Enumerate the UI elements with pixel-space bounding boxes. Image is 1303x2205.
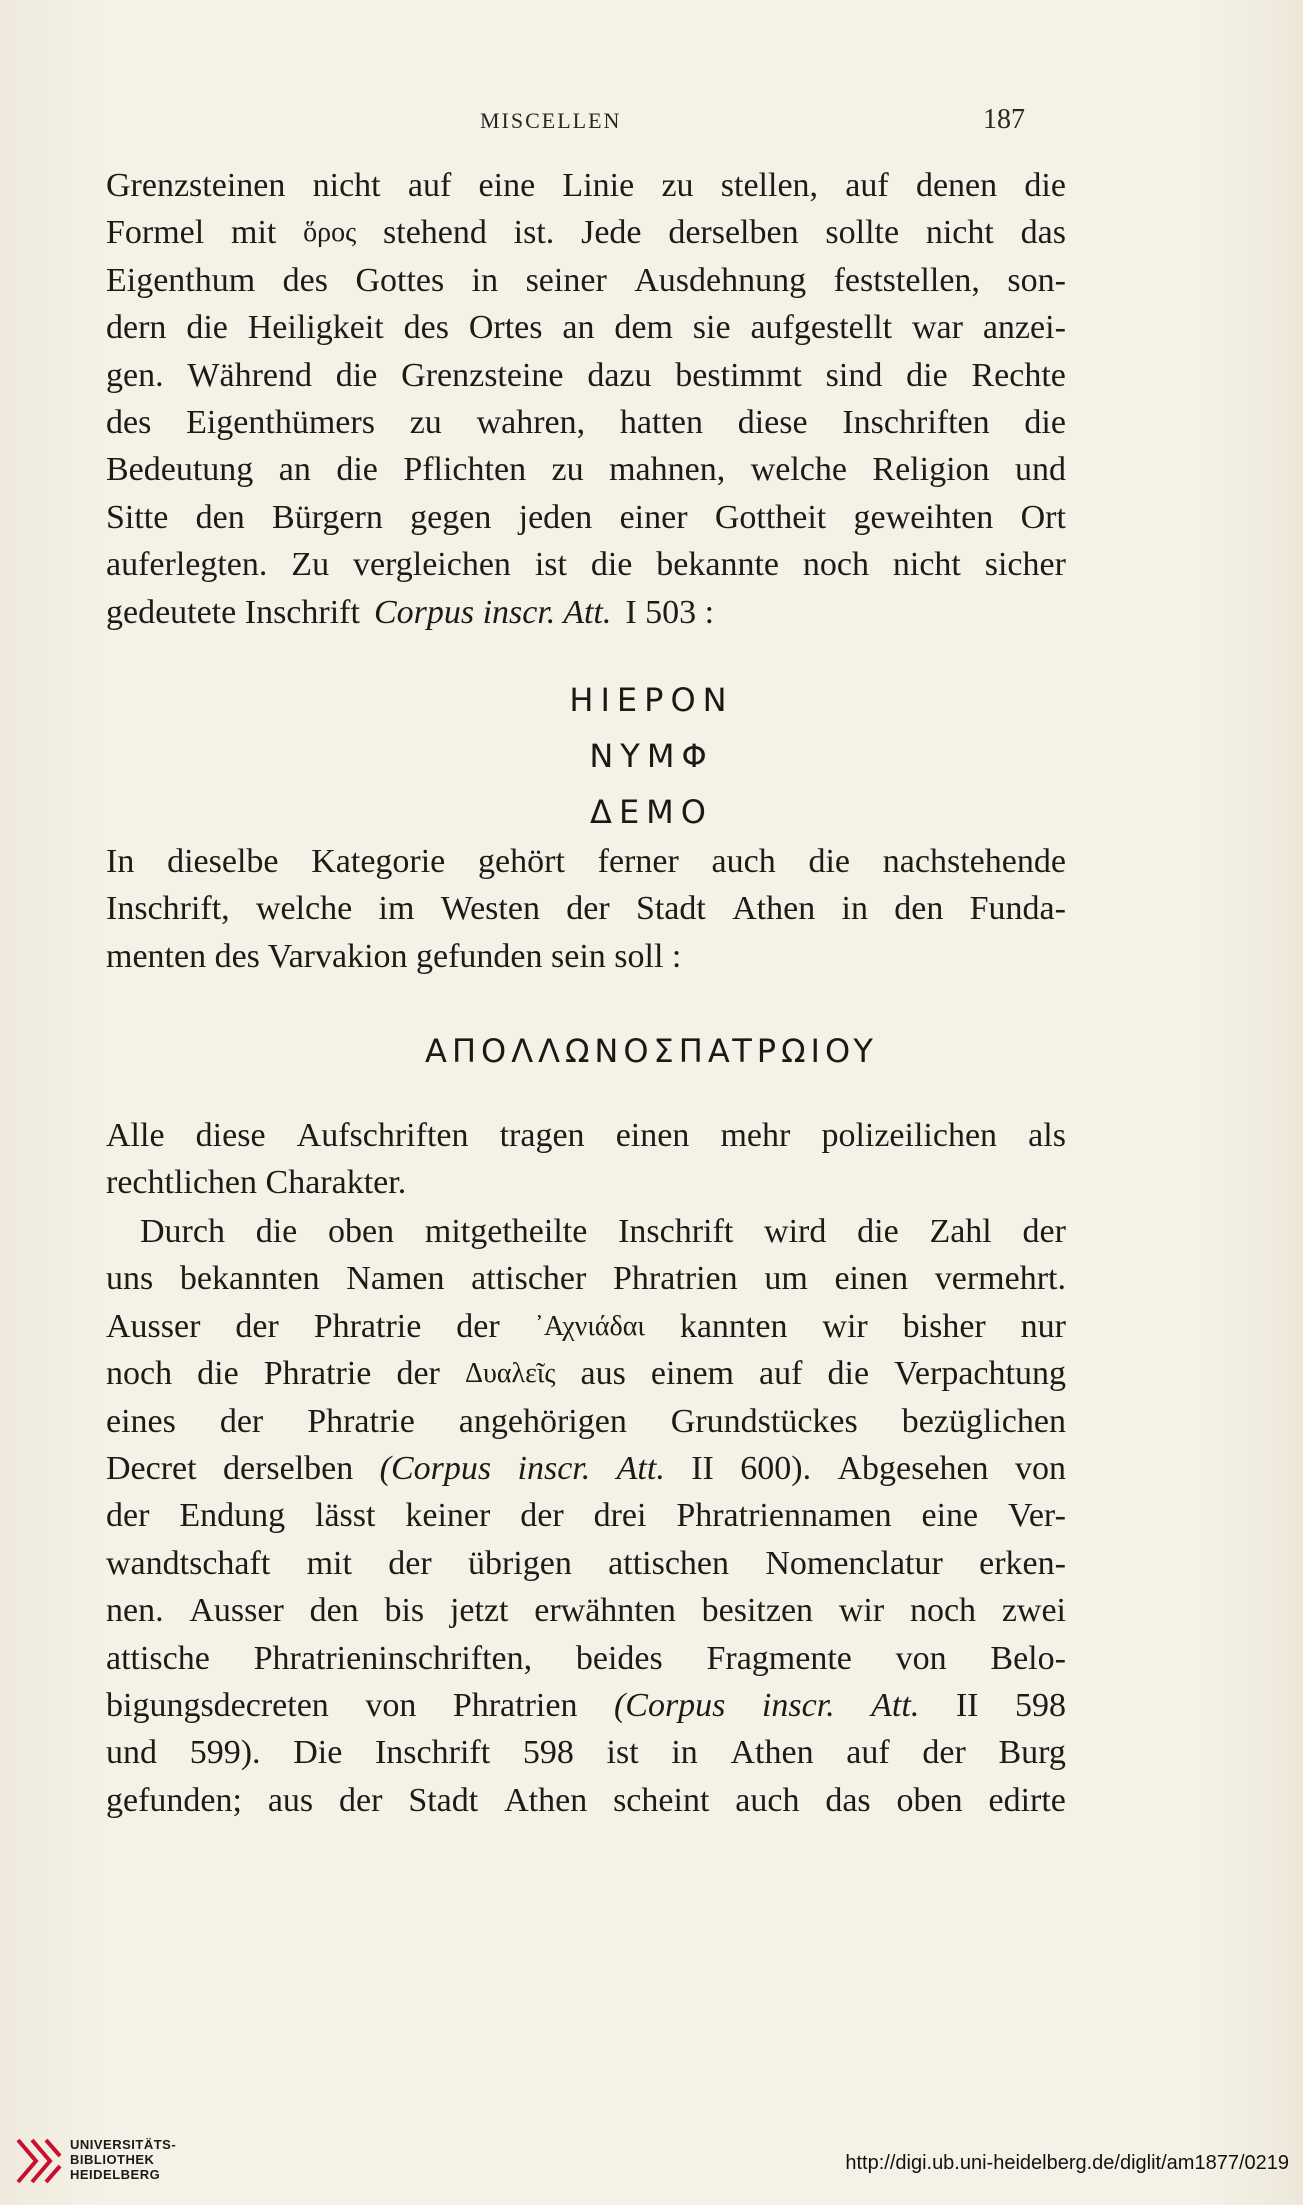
word: bigungsdecreten: [106, 1687, 329, 1725]
text-span: menten des Varvakion gefunden sein soll :: [106, 937, 682, 975]
word: der: [235, 1307, 279, 1345]
word: vergleichen: [352, 546, 511, 584]
text-line: [106, 1445, 1066, 1492]
word: sind: [825, 356, 883, 394]
inscription-line: NYMΦ: [589, 737, 714, 775]
word: der: [520, 1497, 564, 1535]
word: von: [1014, 1450, 1066, 1488]
word: Stadt: [635, 890, 706, 928]
word: als: [1028, 1117, 1066, 1154]
word: um: [764, 1260, 808, 1298]
text-line: [106, 1492, 1066, 1539]
word: Kategorie: [311, 843, 446, 880]
word: Bedeutung: [106, 451, 254, 489]
word: stellen,: [720, 167, 819, 204]
word: Jede: [581, 214, 642, 252]
word: attische: [106, 1639, 210, 1677]
inscription-line: HIEPON: [569, 681, 734, 719]
word: der: [396, 1355, 440, 1393]
word: vermehrt.: [934, 1260, 1066, 1298]
word: mit: [306, 1544, 352, 1582]
word: dazu: [587, 356, 652, 394]
word: an: [278, 451, 311, 489]
word: Grenzsteinen: [106, 167, 286, 204]
text-line: [106, 446, 1066, 493]
paragraph-3: [106, 1112, 1066, 1207]
word: son-: [1007, 261, 1066, 299]
text-line: [106, 1208, 1066, 1255]
word: In: [106, 843, 135, 880]
word: erwähnten: [534, 1592, 676, 1630]
text-line: [106, 494, 1066, 541]
word: drei: [593, 1497, 647, 1535]
word: Inschrift,: [106, 890, 230, 928]
word: attischen: [608, 1544, 729, 1582]
word: der: [388, 1544, 432, 1582]
greek-word: Δυαλεῖς: [464, 1358, 556, 1390]
word: auf: [759, 1355, 803, 1393]
word: geweihten: [853, 498, 994, 536]
word: die: [335, 356, 378, 394]
word: Phratrie: [313, 1307, 422, 1345]
word: ist.: [513, 214, 555, 252]
word: Grenzsteine: [401, 356, 564, 394]
text-line: [106, 1159, 1066, 1206]
word: mahnen,: [609, 451, 726, 489]
word: Phratrieninschriften,: [253, 1639, 533, 1677]
word: Ort: [1020, 498, 1066, 536]
word: die: [906, 356, 948, 394]
word: anzei-: [982, 309, 1066, 347]
word: scheint: [613, 1781, 710, 1819]
word: Endung: [179, 1497, 286, 1535]
word: einen: [615, 1117, 690, 1154]
citation-corpus: (Corpus: [613, 1687, 726, 1725]
page-number: 187: [983, 104, 1025, 135]
citation-corpus: Att.: [871, 1687, 920, 1725]
word: Inschriften: [842, 404, 990, 442]
word: Decret: [106, 1450, 197, 1488]
word: dern: [106, 309, 167, 347]
word: in: [471, 261, 499, 299]
running-head: MISCELLEN: [480, 108, 622, 133]
word: ist: [606, 1734, 639, 1772]
word: zu: [409, 404, 442, 442]
word: das: [1020, 214, 1066, 252]
text-line: [106, 1350, 1066, 1397]
word: gehört: [478, 843, 565, 880]
word: bekannte: [656, 546, 779, 584]
word: war: [911, 309, 963, 347]
word: 600).: [740, 1450, 812, 1488]
word: uns: [106, 1260, 154, 1298]
word: Westen: [440, 890, 540, 928]
inscription-hieron: [0, 672, 1303, 840]
word: gegen: [410, 498, 492, 536]
word: erken-: [979, 1544, 1066, 1582]
word: die: [336, 451, 378, 489]
word: dem: [614, 309, 673, 347]
word: jetzt: [449, 1592, 509, 1630]
word: Athen: [732, 890, 816, 928]
word: und: [1014, 451, 1066, 489]
word: auf: [407, 167, 452, 204]
word: die: [827, 1355, 870, 1393]
word: hatten: [619, 404, 703, 442]
paragraph-2: [106, 838, 1066, 980]
word: der: [566, 890, 610, 928]
word: gen.: [106, 356, 164, 394]
library-name-line: UNIVERSITÄTS-: [70, 2137, 177, 2152]
text-line: [106, 1540, 1066, 1587]
word: Fragmente: [706, 1639, 852, 1677]
word: besitzen: [701, 1592, 814, 1630]
word: Rechte: [971, 356, 1066, 394]
word: derselben: [223, 1450, 354, 1488]
word: zu: [661, 167, 694, 204]
word: der: [922, 1734, 966, 1772]
word: Während: [187, 356, 312, 394]
word: des: [106, 404, 152, 442]
word: 598: [1014, 1687, 1066, 1725]
word: bis: [384, 1592, 425, 1630]
text-line: [106, 885, 1066, 932]
word: oben: [896, 1781, 963, 1819]
word: Phratrie: [307, 1402, 415, 1440]
word: einer: [619, 498, 688, 536]
word: noch: [909, 1592, 977, 1630]
word: welche: [255, 890, 353, 928]
word: wandtschaft: [106, 1544, 271, 1582]
word: Formel: [106, 214, 205, 252]
word: bekannten: [179, 1260, 320, 1298]
library-name-line: HEIDELBERG: [70, 2167, 161, 2182]
word: sollte: [825, 214, 900, 252]
text-line: [106, 1587, 1066, 1634]
word: in: [841, 890, 868, 928]
text-line: [106, 304, 1066, 351]
text-line: [106, 1635, 1066, 1682]
word: der: [219, 1402, 264, 1440]
word: der: [106, 1497, 150, 1535]
word: Nomenclatur: [765, 1544, 943, 1582]
word: Athen: [730, 1734, 814, 1772]
word: Ver-: [1008, 1497, 1066, 1535]
paragraph-1: [106, 162, 1066, 636]
word: auch: [735, 1781, 800, 1819]
word: 598: [522, 1734, 574, 1772]
word: bezüglichen: [901, 1402, 1066, 1440]
word: eines: [106, 1402, 176, 1440]
word: Belo-: [990, 1639, 1066, 1677]
text-line: [106, 162, 1066, 209]
word: oben: [328, 1213, 395, 1250]
word: die: [255, 1213, 298, 1250]
word: mit: [231, 214, 277, 252]
text-line: [106, 352, 1066, 399]
word: denen: [915, 167, 998, 204]
word: nicht: [892, 546, 961, 584]
citation-corpus: Corpus inscr. Att.: [373, 593, 612, 631]
text-line: [106, 209, 1066, 256]
word: 599).: [189, 1734, 261, 1772]
word: aufgestellt: [750, 309, 893, 347]
word: auch: [711, 843, 776, 880]
word: wahren,: [476, 404, 586, 442]
word: Die: [293, 1734, 343, 1772]
word: auf: [845, 167, 889, 204]
text-line: [106, 1682, 1066, 1729]
word: den: [195, 498, 245, 536]
text-line: [106, 1303, 1066, 1350]
word: an: [562, 309, 595, 347]
word: wir: [822, 1307, 868, 1345]
word: derselben: [668, 214, 799, 252]
word: Durch: [140, 1213, 225, 1250]
word: noch: [106, 1355, 173, 1393]
inscription-apollon: AΠOΛΛΩNOΣΠATPΩIOY: [425, 1032, 878, 1070]
word: nicht: [312, 167, 381, 204]
word: Athen: [504, 1781, 588, 1819]
word: Stadt: [408, 1781, 479, 1819]
word: mehr: [720, 1117, 791, 1154]
word: seiner: [525, 261, 607, 299]
word: mitgetheilte: [424, 1213, 588, 1250]
word: dieselbe: [167, 843, 279, 880]
text-line: [106, 589, 1066, 636]
word: ist: [534, 546, 567, 584]
text-line: [106, 1255, 1066, 1302]
word: eine: [478, 167, 536, 204]
word: beides: [575, 1639, 663, 1677]
word: Abgesehen: [837, 1450, 989, 1488]
citation-corpus: inscr.: [517, 1450, 591, 1488]
word: Eigenthum: [106, 261, 256, 299]
word: feststellen,: [833, 261, 980, 299]
word: Burg: [998, 1734, 1066, 1772]
word: von: [365, 1687, 417, 1725]
word: zu: [551, 451, 584, 489]
word: den: [894, 890, 944, 928]
word: stehend: [383, 214, 487, 252]
word: Funda-: [969, 890, 1066, 928]
word: Linie: [562, 167, 635, 204]
word: Pflichten: [403, 451, 527, 489]
word: Inschrift: [374, 1734, 491, 1772]
word: zwei: [1001, 1592, 1066, 1630]
word: Zu: [291, 546, 330, 584]
word: Namen: [346, 1260, 445, 1298]
word: Phratrie: [263, 1355, 372, 1393]
word: attischer: [471, 1260, 587, 1298]
word: Ortes: [468, 309, 543, 347]
word: II: [955, 1687, 979, 1725]
word: Religion: [872, 451, 990, 489]
text-line: [106, 541, 1066, 588]
word: Bürgern: [272, 498, 383, 536]
word: übrigen: [467, 1544, 572, 1582]
word: die: [590, 546, 633, 584]
word: lässt: [315, 1497, 376, 1535]
word: die: [1024, 404, 1066, 442]
word: den: [309, 1592, 359, 1630]
library-name: [70, 2137, 176, 2182]
greek-word: ὅρος: [303, 217, 357, 249]
word: bisher: [902, 1307, 986, 1345]
library-name-line: BIBLIOTHEK: [70, 2152, 155, 2167]
word: diese: [195, 1117, 266, 1154]
word: Aufschriften: [296, 1117, 469, 1154]
word: polizeilichen: [821, 1117, 998, 1154]
word: nicht: [925, 214, 994, 252]
word: Zahl: [929, 1213, 992, 1250]
word: aus: [267, 1781, 314, 1819]
word: des: [282, 261, 328, 299]
paragraph-4: [106, 1208, 1066, 1824]
library-logo-icon: [12, 2134, 62, 2188]
word: der: [456, 1307, 500, 1345]
word: Ausser: [189, 1592, 284, 1630]
text-span: rechtlichen Charakter.: [106, 1164, 407, 1202]
word: gefunden;: [106, 1781, 242, 1819]
text-line: [106, 257, 1066, 304]
text-line: [106, 1398, 1066, 1445]
word: des: [403, 309, 449, 347]
word: Ausdehnung: [634, 261, 807, 299]
word: die: [1024, 167, 1066, 204]
word: sie: [692, 309, 731, 347]
word: und: [106, 1734, 157, 1772]
word: der: [339, 1781, 383, 1819]
word: bestimmt: [675, 356, 802, 394]
word: nen.: [106, 1592, 164, 1630]
citation-corpus: inscr.: [761, 1687, 835, 1725]
word: der: [1022, 1213, 1066, 1250]
greek-word: ᾿Αχνιάδαι: [534, 1310, 645, 1342]
text-span: I 503 :: [625, 593, 715, 631]
word: die: [197, 1355, 239, 1393]
word: auf: [846, 1734, 890, 1772]
text-line: [106, 399, 1066, 446]
word: keiner: [405, 1497, 491, 1535]
word: tragen: [499, 1117, 585, 1154]
word: Ausser: [106, 1307, 201, 1345]
word: Phratriennamen: [676, 1497, 892, 1535]
text-line: [106, 838, 1066, 885]
word: Inschrift: [618, 1213, 734, 1250]
word: in: [671, 1734, 698, 1772]
word: Eigenthümers: [186, 404, 375, 442]
word: wird: [764, 1213, 827, 1250]
word: noch: [802, 546, 869, 584]
word: ferner: [597, 843, 679, 880]
word: wir: [838, 1592, 885, 1630]
word: nur: [1020, 1307, 1066, 1345]
word: Phratrien: [613, 1260, 738, 1298]
word: sicher: [984, 546, 1066, 584]
word: die: [808, 843, 851, 880]
word: das: [825, 1781, 871, 1819]
word: II: [691, 1450, 714, 1488]
word: Alle: [106, 1117, 165, 1154]
word: Sitte: [106, 498, 169, 536]
word: welche: [750, 451, 847, 489]
word: Phratrien: [452, 1687, 578, 1725]
word: die: [857, 1213, 899, 1250]
word: jeden: [518, 498, 593, 536]
word: von: [895, 1639, 947, 1677]
word: eine: [921, 1497, 979, 1535]
text-span: gedeutete Inschrift: [106, 593, 360, 631]
word: die: [186, 309, 228, 347]
word: einen: [834, 1260, 909, 1298]
source-url-link[interactable]: http://digi.ub.uni-heidelberg.de/diglit/am1877/0219: [845, 2152, 1289, 2174]
word: einem: [650, 1355, 734, 1393]
word: im: [378, 890, 415, 928]
citation-corpus: (Corpus: [379, 1450, 492, 1488]
word: nachstehende: [882, 843, 1066, 880]
word: Gottes: [355, 261, 445, 299]
word: aus: [580, 1355, 626, 1393]
word: Grundstückes: [670, 1402, 858, 1440]
word: Gottheit: [714, 498, 827, 536]
inscription-line: ΔEMO: [590, 793, 713, 831]
word: kannten: [679, 1307, 788, 1345]
word: Heiligkeit: [247, 309, 384, 347]
text-line: [106, 933, 1066, 980]
word: diese: [737, 404, 808, 442]
word: Verpachtung: [894, 1355, 1066, 1393]
text-line: [106, 1777, 1066, 1824]
citation-corpus: Att.: [616, 1450, 665, 1488]
word: auferlegten.: [106, 546, 268, 584]
text-line: [106, 1729, 1066, 1776]
word: angehörigen: [458, 1402, 627, 1440]
word: edirte: [988, 1781, 1066, 1819]
text-line: [106, 1112, 1066, 1159]
